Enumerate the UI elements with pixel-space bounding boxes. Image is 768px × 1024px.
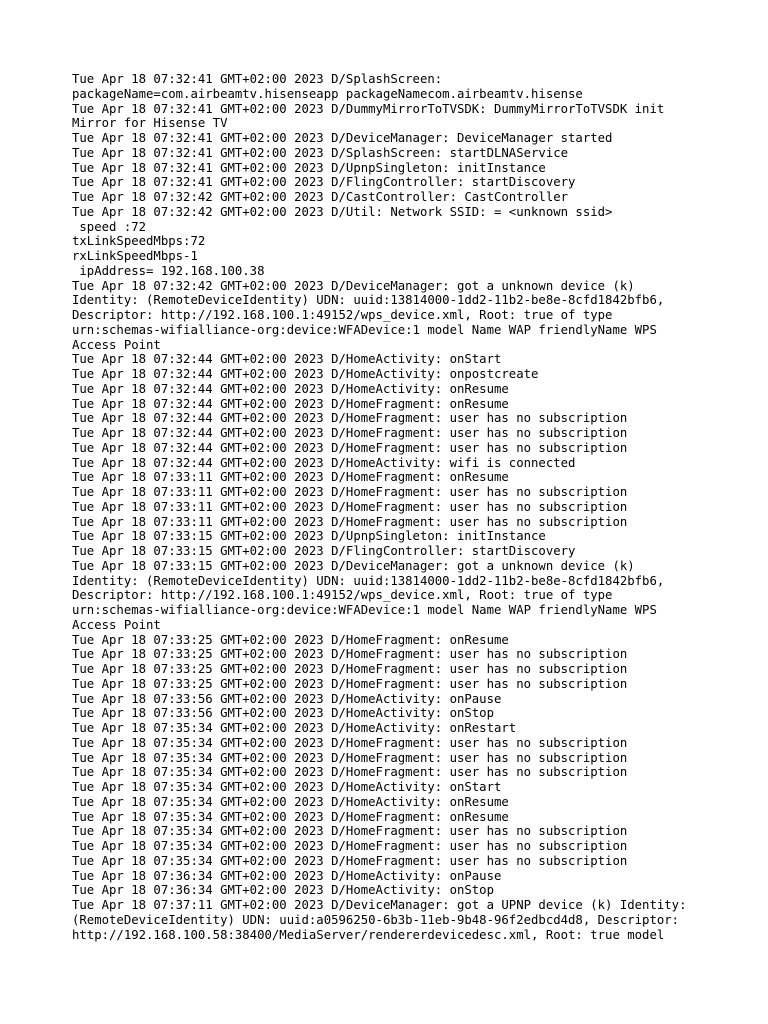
log-line: Access Point (72, 617, 161, 632)
log-line: urn:schemas-wifialliance-org:device:WFADevice:1 model Name WAP friendlyName WPS (72, 603, 657, 617)
log-line: Tue Apr 18 07:32:42 GMT+02:00 2023 D/Util: Network SSID: = <unknown ssid> (72, 204, 613, 219)
log-line: speed :72 (72, 219, 147, 234)
log-line: Descriptor: http://192.168.100.1:49152/wps_device.xml, Root: true of type (72, 588, 613, 603)
log-line: (RemoteDeviceIdentity) UDN: uuid:a0596250-6b3b-11eb-9b48-96f2edbcd4d8, Descriptor: (72, 912, 680, 927)
log-line: Tue Apr 18 07:32:44 GMT+02:00 2023 D/HomeFragment: user has no subscription (72, 426, 628, 440)
log-line: Tue Apr 18 07:32:42 GMT+02:00 2023 D/DeviceManager: got a unknown device (k) (72, 278, 635, 293)
log-line: Tue Apr 18 07:33:56 GMT+02:00 2023 D/HomeActivity: onPause (72, 691, 502, 706)
log-line: Tue Apr 18 07:32:44 GMT+02:00 2023 D/HomeFragment: user has no subscription (72, 440, 628, 455)
log-line: Tue Apr 18 07:35:34 GMT+02:00 2023 D/HomeActivity: onStart (72, 780, 502, 794)
log-line: Access Point (72, 337, 161, 352)
log-line: Tue Apr 18 07:36:34 GMT+02:00 2023 D/HomeActivity: onPause (72, 868, 502, 883)
log-line: Tue Apr 18 07:32:41 GMT+02:00 2023 D/DummyMirrorToTVSDK: DummyMirrorToTVSDK init (72, 101, 665, 116)
log-line: Tue Apr 18 07:33:25 GMT+02:00 2023 D/HomeFragment: user has no subscription (72, 662, 628, 676)
log-line: Tue Apr 18 07:32:44 GMT+02:00 2023 D/HomeFragment: user has no subscription (72, 411, 628, 426)
log-line: Tue Apr 18 07:35:34 GMT+02:00 2023 D/HomeFragment: user has no subscription (72, 765, 628, 780)
log-line: Tue Apr 18 07:32:44 GMT+02:00 2023 D/HomeActivity: onResume (72, 381, 509, 396)
log-line: Tue Apr 18 07:35:34 GMT+02:00 2023 D/HomeFragment: user has no subscription (72, 750, 628, 765)
log-line: Tue Apr 18 07:33:11 GMT+02:00 2023 D/HomeFragment: onResume (72, 470, 509, 485)
log-line: Tue Apr 18 07:32:44 GMT+02:00 2023 D/HomeActivity: onpostcreate (72, 367, 539, 381)
log-line: Tue Apr 18 07:35:34 GMT+02:00 2023 D/HomeFragment: user has no subscription (72, 735, 628, 750)
log-line: Tue Apr 18 07:32:41 GMT+02:00 2023 D/DeviceManager: DeviceManager started (72, 131, 613, 145)
log-line: Tue Apr 18 07:33:56 GMT+02:00 2023 D/HomeActivity: onStop (72, 706, 494, 721)
log-line: Tue Apr 18 07:33:15 GMT+02:00 2023 D/UpnpSingleton: initInstance (72, 529, 546, 544)
log-line: rxLinkSpeedMbps-1 (72, 249, 198, 263)
log-line: Tue Apr 18 07:32:42 GMT+02:00 2023 D/CastController: CastController (72, 190, 569, 204)
log-line: Tue Apr 18 07:36:34 GMT+02:00 2023 D/HomeActivity: onStop (72, 883, 494, 898)
log-line: Tue Apr 18 07:35:34 GMT+02:00 2023 D/HomeFragment: user has no subscription (72, 839, 628, 853)
log-line: Mirror for Hisense TV (72, 116, 228, 131)
log-line: Tue Apr 18 07:32:44 GMT+02:00 2023 D/HomeActivity: wifi is connected (72, 455, 576, 470)
log-line: Tue Apr 18 07:35:34 GMT+02:00 2023 D/HomeFragment: onResume (72, 809, 509, 824)
log-line: Tue Apr 18 07:32:44 GMT+02:00 2023 D/HomeFragment: onResume (72, 396, 509, 411)
log-line: Tue Apr 18 07:33:11 GMT+02:00 2023 D/HomeFragment: user has no subscription (72, 485, 628, 499)
log-line: Tue Apr 18 07:33:25 GMT+02:00 2023 D/HomeFragment: onResume (72, 632, 509, 647)
log-document (72, 72, 712, 942)
log-line: http://192.168.100.58:38400/MediaServer/rendererdevicedesc.xml, Root: true model (72, 927, 665, 942)
log-line: Identity: (RemoteDeviceIdentity) UDN: uuid:13814000-1dd2-11b2-be8e-8cfd1842bfb6, (72, 573, 665, 588)
log-line: Tue Apr 18 07:33:11 GMT+02:00 2023 D/HomeFragment: user has no subscription (72, 514, 628, 529)
log-line: Tue Apr 18 07:33:15 GMT+02:00 2023 D/DeviceManager: got a unknown device (k) (72, 558, 635, 573)
log-line: Identity: (RemoteDeviceIdentity) UDN: uuid:13814000-1dd2-11b2-be8e-8cfd1842bfb6, (72, 293, 665, 308)
log-line: Descriptor: http://192.168.100.1:49152/wps_device.xml, Root: true of type (72, 308, 613, 322)
log-line: Tue Apr 18 07:32:41 GMT+02:00 2023 D/SplashScreen: (72, 72, 443, 86)
log-line: Tue Apr 18 07:32:41 GMT+02:00 2023 D/SplashScreen: startDLNAService (72, 145, 569, 160)
log-line: Tue Apr 18 07:37:11 GMT+02:00 2023 D/DeviceManager: got a UPNP device (k) Identity: (72, 898, 687, 912)
log-line: Tue Apr 18 07:35:34 GMT+02:00 2023 D/HomeActivity: onResume (72, 794, 509, 809)
log-line: Tue Apr 18 07:32:41 GMT+02:00 2023 D/UpnpSingleton: initInstance (72, 160, 546, 175)
log-line: Tue Apr 18 07:33:25 GMT+02:00 2023 D/HomeFragment: user has no subscription (72, 676, 628, 691)
log-line: Tue Apr 18 07:35:34 GMT+02:00 2023 D/HomeFragment: user has no subscription (72, 853, 628, 868)
log-line: Tue Apr 18 07:35:34 GMT+02:00 2023 D/HomeFragment: user has no subscription (72, 824, 628, 839)
log-line: packageName=com.airbeamtv.hisenseapp packageNamecom.airbeamtv.hisense (72, 86, 583, 101)
log-line: Tue Apr 18 07:33:25 GMT+02:00 2023 D/HomeFragment: user has no subscription (72, 647, 628, 662)
log-line: Tue Apr 18 07:33:11 GMT+02:00 2023 D/HomeFragment: user has no subscription (72, 499, 628, 514)
log-line: Tue Apr 18 07:32:44 GMT+02:00 2023 D/HomeActivity: onStart (72, 352, 502, 367)
log-line: Tue Apr 18 07:33:15 GMT+02:00 2023 D/FlingController: startDiscovery (72, 544, 576, 558)
log-line: ipAddress= 192.168.100.38 (72, 263, 265, 278)
log-line: Tue Apr 18 07:35:34 GMT+02:00 2023 D/HomeActivity: onRestart (72, 721, 517, 735)
log-line: txLinkSpeedMbps:72 (72, 234, 206, 249)
log-line: Tue Apr 18 07:32:41 GMT+02:00 2023 D/FlingController: startDiscovery (72, 175, 576, 190)
log-line: urn:schemas-wifialliance-org:device:WFADevice:1 model Name WAP friendlyName WPS (72, 322, 657, 337)
